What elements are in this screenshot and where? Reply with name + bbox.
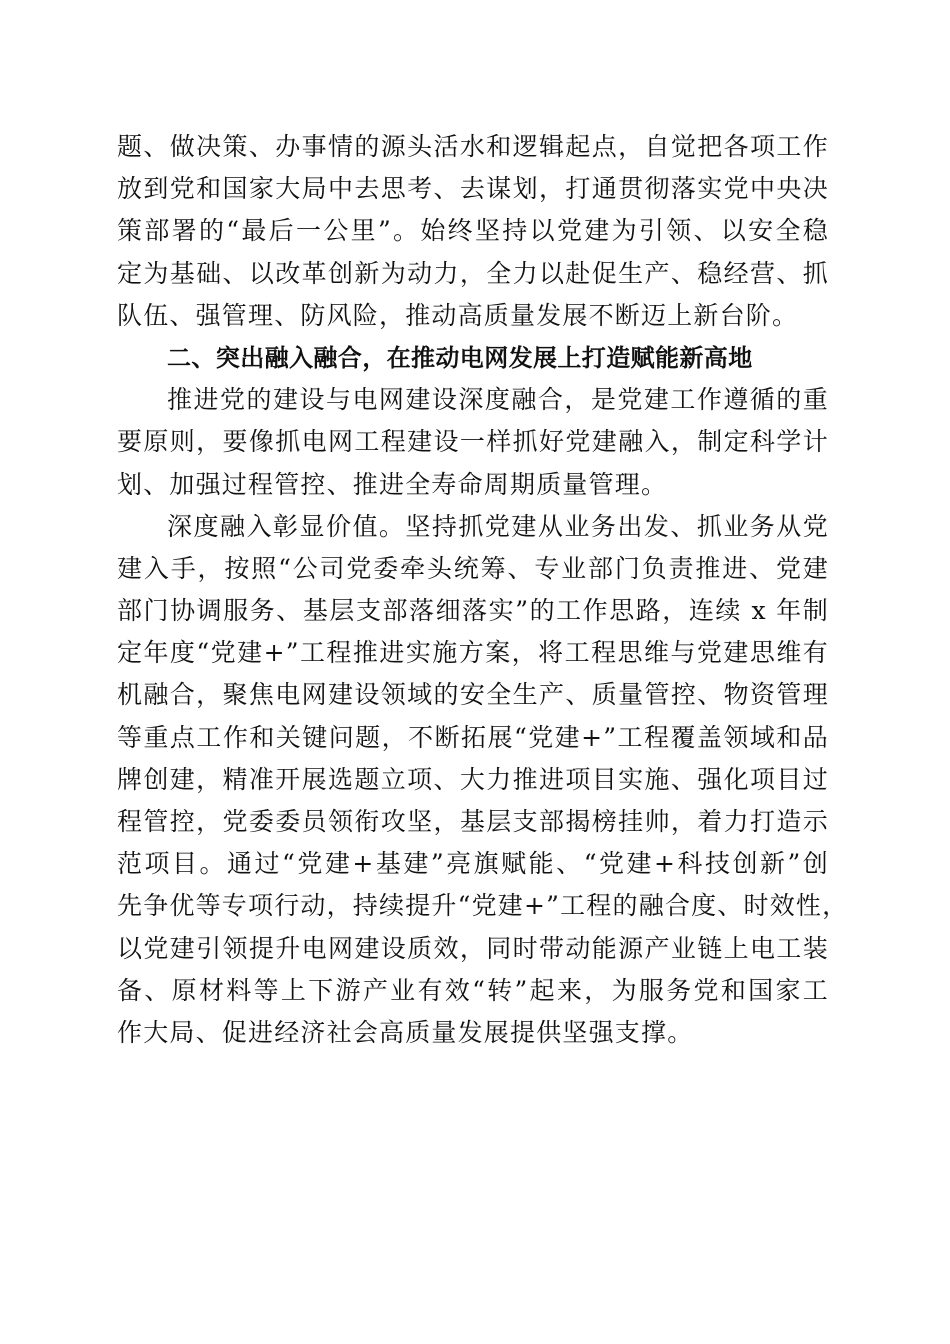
text-line: 题、做决策、办事情的源头活水和逻辑起点，自觉把各项工作	[117, 132, 829, 161]
text-line: 先争优等专项行动，持续提升“党建+”工程的融合度、时效性，	[117, 891, 849, 921]
text-line: 机融合，聚焦电网建设领域的安全生产、质量管控、物资管理	[117, 680, 829, 710]
text-line: 定年度“党建+”工程推进实施方案，将工程思维与党建思维有	[117, 638, 829, 668]
document-page	[117, 126, 849, 1054]
text-line: 深度融入彰显价值。坚持抓党建从业务出发、抓业务从党	[167, 511, 829, 541]
text-line: 定为基础、以改革创新为动力，全力以赴促生产、稳经营、抓	[117, 258, 829, 288]
text-line: 程管控，党委委员领衔攻坚，基层支部揭榜挂帅，着力打造示	[117, 807, 829, 836]
section-heading: 二、突出融入融合，在推动电网发展上打造赋能新高地	[167, 343, 753, 372]
text-line: 范项目。通过“党建+基建”亮旗赋能、“党建+科技创新”创	[117, 849, 829, 879]
text-line: 划、加强过程管控、推进全寿命周期质量管理。	[117, 469, 668, 499]
text-line: 牌创建，精准开展选题立项、大力推进项目实施、强化项目过	[117, 764, 829, 794]
paragraph-continued	[117, 126, 829, 337]
text-line: 放到党和国家大局中去思考、去谋划，打通贯彻落实党中央决	[117, 174, 829, 204]
text-line: 建入手，按照“公司党委牵头统筹、专业部门负责推进、党建	[117, 553, 829, 583]
text-line: 队伍、强管理、防风险，推动高质量发展不断迈上新台阶。	[117, 300, 799, 330]
text-line: 策部署的“最后一公里”。始终坚持以党建为引领、以安全稳	[117, 216, 829, 246]
text-line: 作大局、促进经济社会高质量发展提供坚强支撑。	[117, 1017, 694, 1047]
paragraph-intro	[117, 379, 829, 506]
text-line: 以党建引领提升电网建设质效，同时带动能源产业链上电工装	[117, 933, 829, 963]
text-line: 推进党的建设与电网建设深度融合，是党建工作遵循的重	[167, 385, 829, 415]
text-line: 备、原材料等上下游产业有效“转”起来，为服务党和国家工	[117, 975, 829, 1005]
paragraph-detail	[117, 506, 849, 1054]
text-line: 部门协调服务、基层支部落细落实”的工作思路，连续 x 年制	[117, 596, 829, 626]
text-line: 等重点工作和关键问题，不断拓展“党建+”工程覆盖领域和品	[117, 722, 829, 752]
text-line: 要原则，要像抓电网工程建设一样抓好党建融入，制定科学计	[117, 427, 829, 457]
